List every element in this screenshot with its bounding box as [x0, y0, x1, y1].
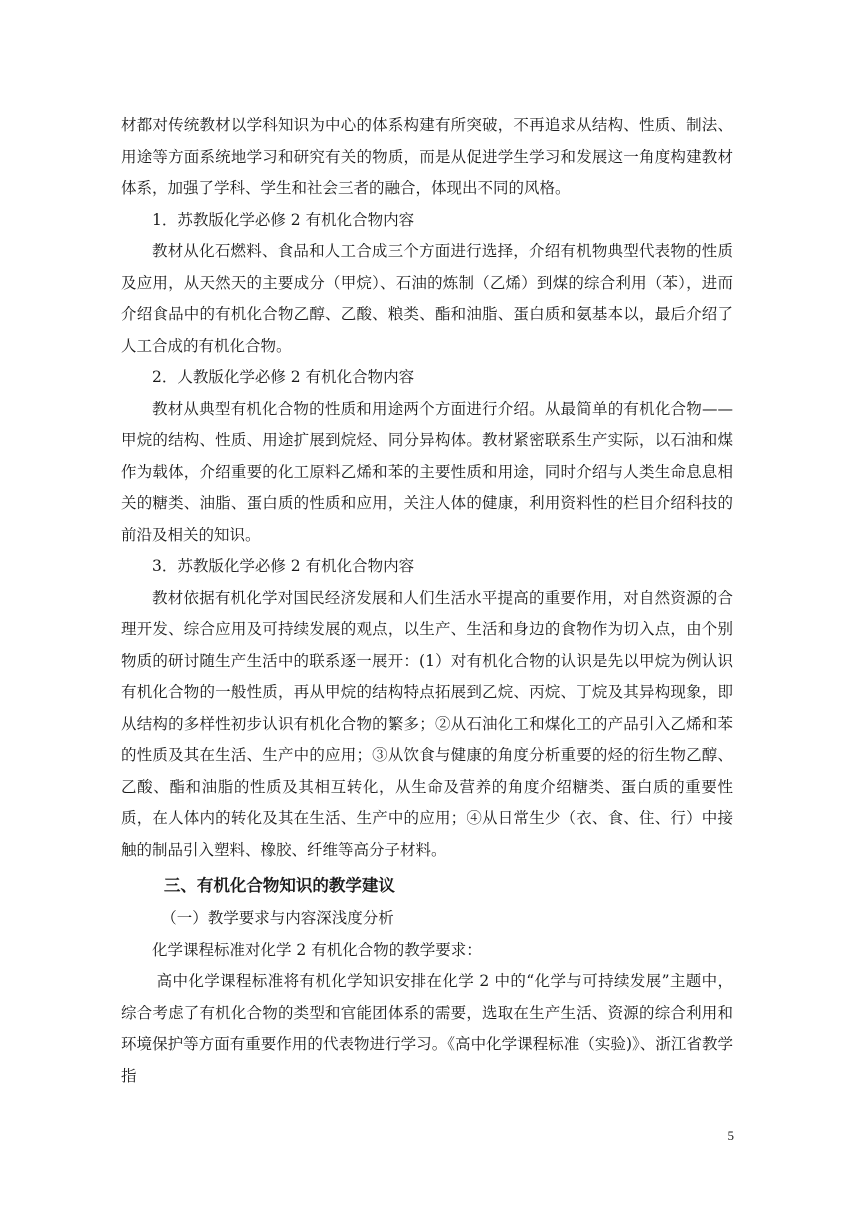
- body-text: [121, 110, 733, 1092]
- heading-sujiao-1: 1．苏教版化学必修 2 有机化合物内容: [152, 210, 415, 229]
- paragraph-curriculum-intro: 化学课程标准对化学 2 有机化合物的教学要求：: [152, 940, 482, 959]
- paragraph-continuation: 材都对传统教材以学科知识为中心的体系构建有所突破，不再追求从结构、性质、制法、用途等方面系统地学习和研究有关的物质，而是从促进学生学习和发展这一角度构建教材体系，加强了学科、学生和社会三者的融合，体现出不同的风格。: [121, 116, 733, 197]
- heading-sujiao-3: 3．苏教版化学必修 2 有机化合物内容: [152, 557, 415, 575]
- heading-renjiao-2: 2．人教版化学必修 2 有机化合物内容: [152, 368, 415, 386]
- paragraph-sujiao-3: 教材依据有机化学对国民经济发展和人们生活水平提高的重要作用，对自然资源的合理开发、综合应用及可持续发展的观点，以生产、生活和身边的食物作为切入点，由个别物质的研讨随生产生活中的联系逐一展开：(1）对有机化合物的认识是先以甲烷为例认识有机化合物的一般性质，再从甲烷的结构特点拓展到乙烷、丙烷、丁烷及其异构现象，即从结构的多样性初步认识有机化合物的繁多；②从石油化工和煤化工的产品引入乙烯和苯的性质及其在生活、生产中的应用；③从饮食与健康的角度分析重要的烃的衍生物乙醇、乙酸、酯和油脂的性质及其相互转化，从生命及营养的角度介绍糖类、蛋白质的重要性质，在人体内的转化及其在生活、生产中的应用；④从日常生少（衣、食、住、行）中接触的制品引入塑料、橡胶、纤维等高分子材料。: [121, 588, 733, 859]
- section-heading-three: 三、有机化合物知识的教学建议: [163, 876, 395, 895]
- page-number: 5: [727, 1128, 734, 1143]
- sub-heading-one: （一）教学要求与内容深浅度分析: [161, 909, 394, 927]
- paragraph-curriculum-detail: 高中化学课程标准将有机化学知识安排在化学 2 中的“化学与可持续发展”主题中，综合考虑了有机化合物的类型和官能团体系的需要，选取在生产生活、资源的综合利用和环境保护等方面有重要作用的代表物进行学习。《高中化学课程标准（实验)》、浙江省教学指: [121, 972, 733, 1085]
- paragraph-renjiao-2: 教材从典型有机化合物的性质和用途两个方面进行介绍。从最简单的有机化合物——甲烷的结构、性质、用途扩展到烷烃、同分异构体。教材紧密联系生产实际，以石油和煤作为载体，介绍重要的化工原料乙烯和苯的主要性质和用途，同时介绍与人类生命息息相关的糖类、油脂、蛋白质的性质和应用，关注人体的健康，利用资料性的栏目介绍科技的前沿及相关的知识。: [121, 399, 733, 544]
- paragraph-sujiao-1: 教材从化石燃料、食品和人工合成三个方面进行选择，介绍有机物典型代表物的性质及应用，从天然天的主要成分（甲烷）、石油的炼制（乙烯）到煤的综合利用（苯），进而介绍食品中的有机化合物乙醇、乙酸、粮类、酯和油脂、蛋白质和氨基本以，最后介绍了人工合成的有机化合物。: [121, 242, 733, 355]
